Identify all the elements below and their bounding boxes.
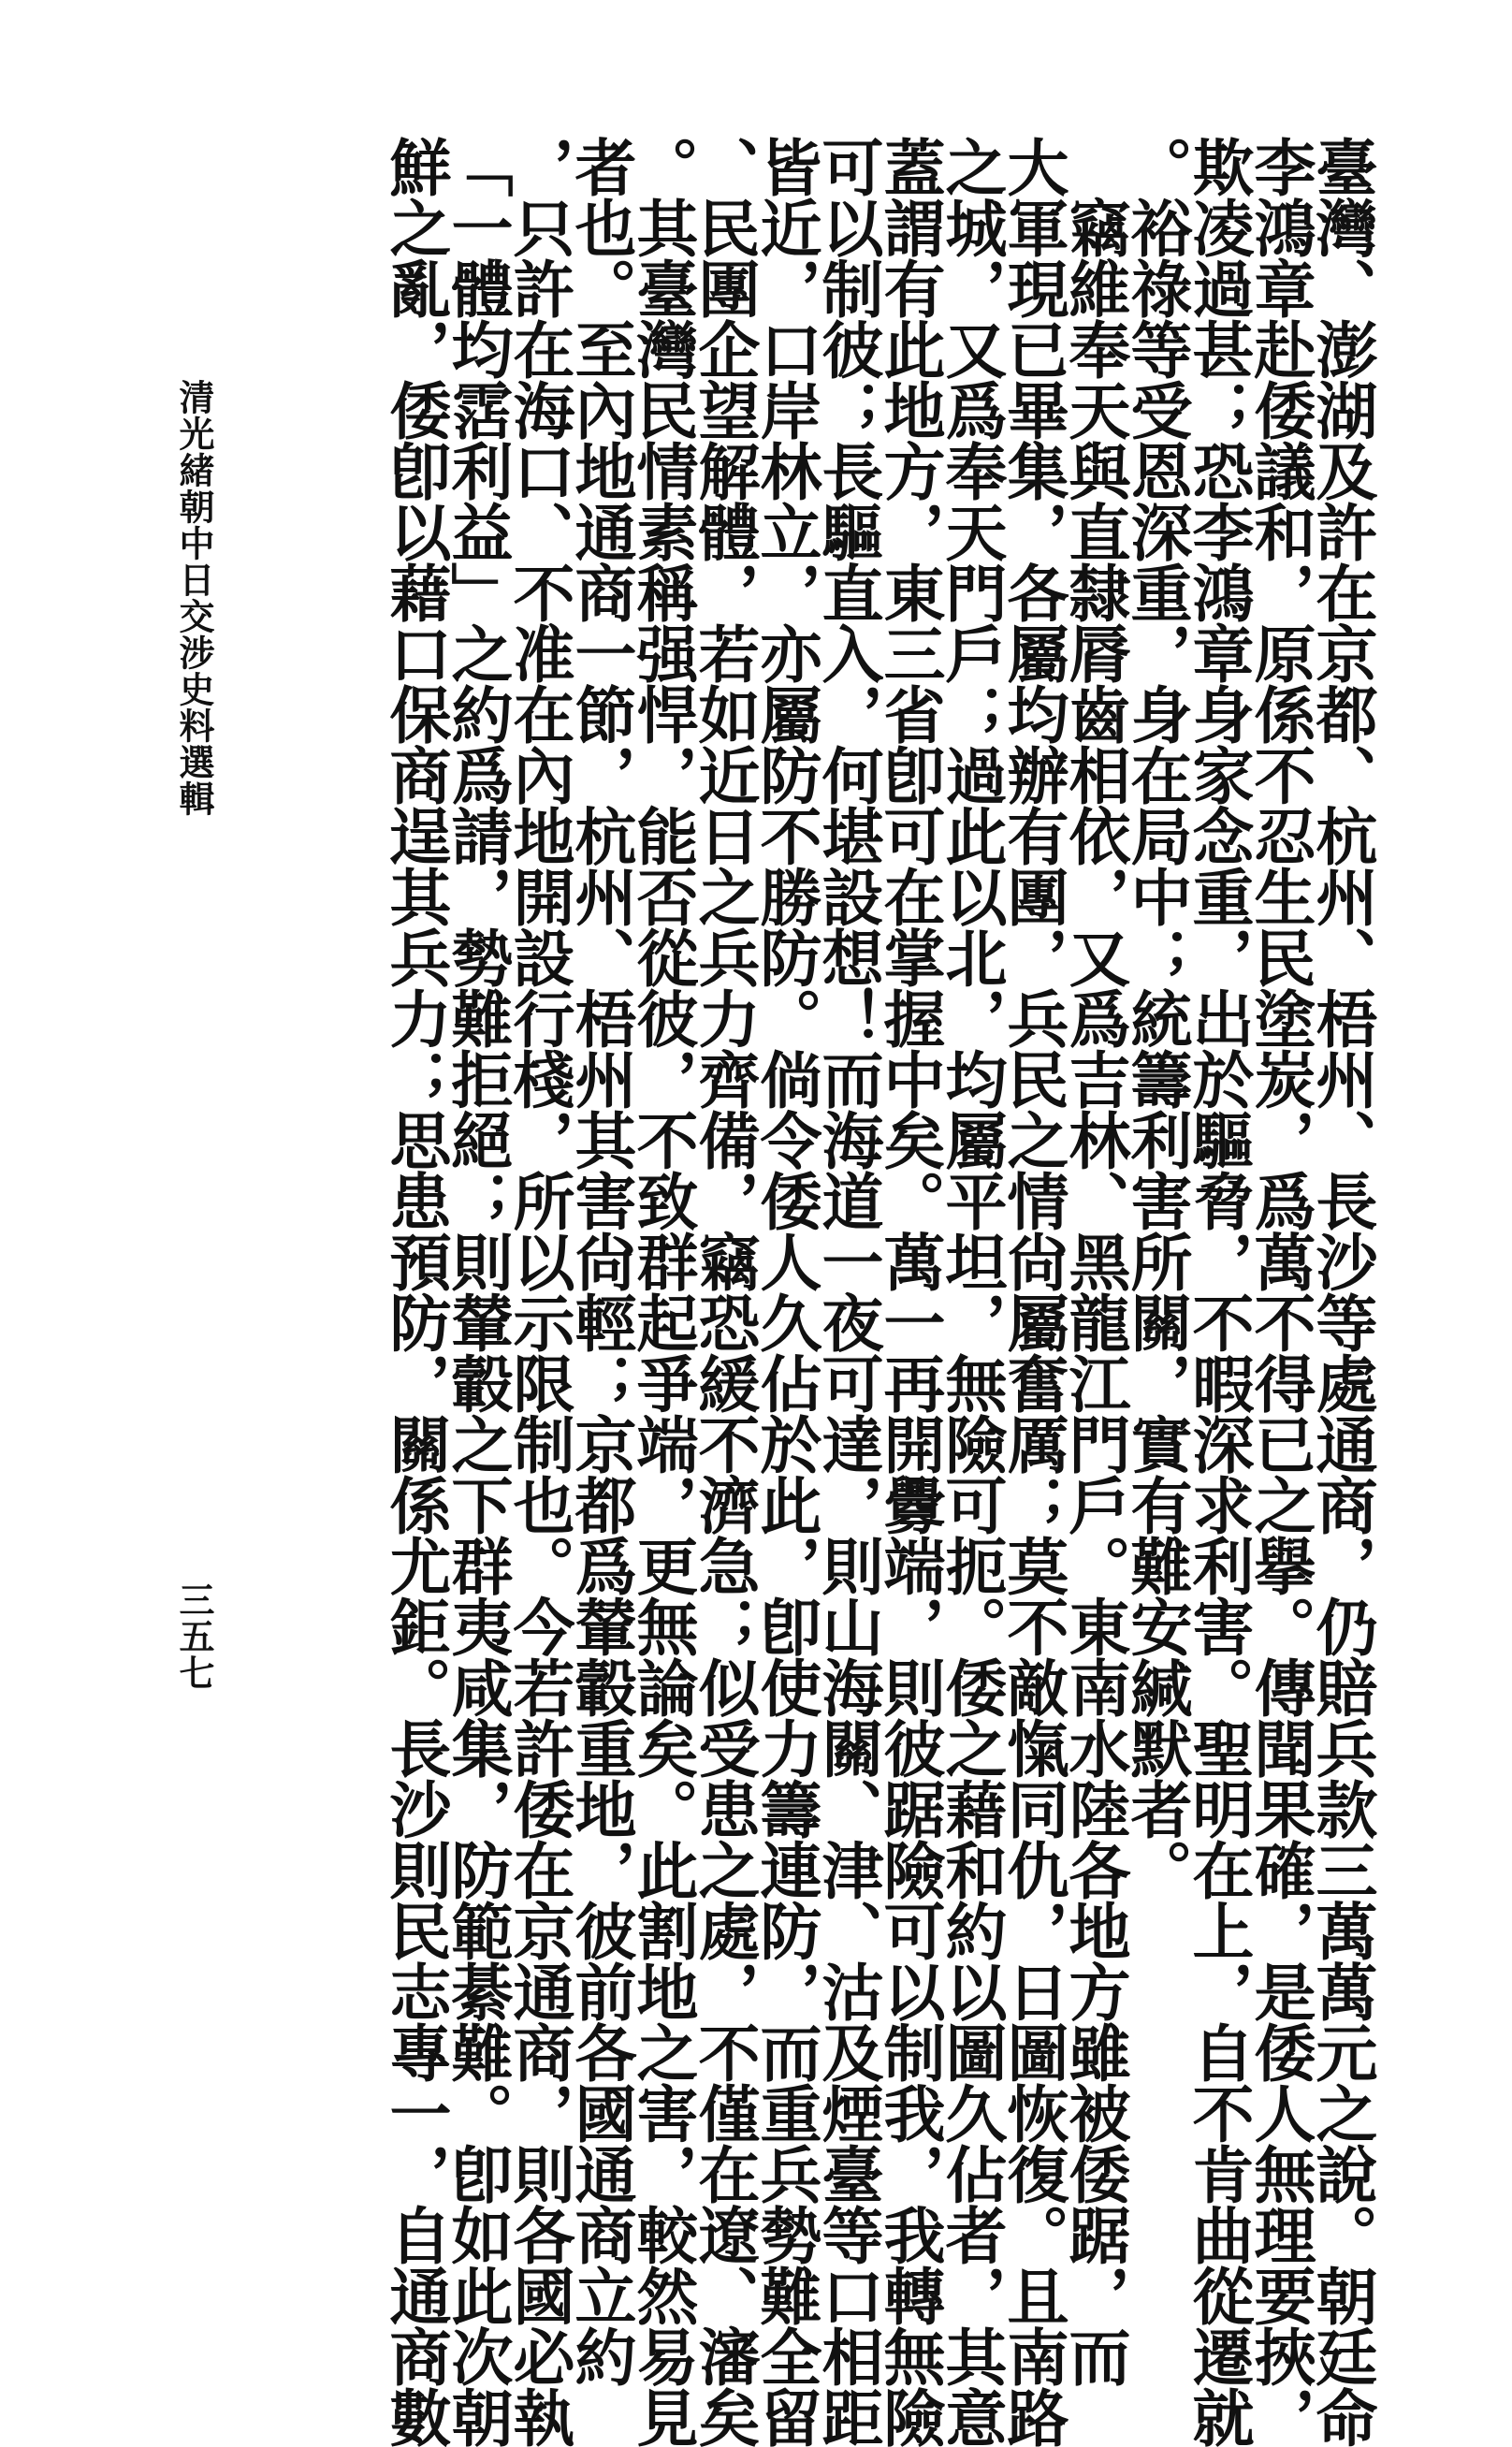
page-number: 三五七 (173, 1581, 215, 1691)
text-column-12: 。其臺灣民情素稱强悍，能否從彼，不致群起爭端，更無論矣。此割地之害，較然易見 (626, 136, 699, 2447)
text-column-2: 李鴻章赴倭議和，原係不忍生民塗炭，爲萬不得已之擧。傳聞果確，是倭人無理要挾， (1243, 136, 1316, 2447)
text-column-4: 。裕祿等受恩深重，身在局中；統籌利害所關，實有難安緘默者。 (1120, 136, 1193, 1900)
text-column-13: 者也。至內地通商一節，杭州、梧州其害尙輕；京都爲輦轂重地，彼前各國通商立約 (564, 136, 637, 2386)
text-column-11: 、民團企望解體，若如近日之兵力齊備，竊恐緩不濟急；似受患之處，不僅在遼、瀋矣 (688, 136, 761, 2447)
text-column-1: 臺灣、澎湖及許在京都、杭州、梧州、長沙等處通商，仍賠兵款三萬萬元之說。朝廷命 (1305, 136, 1378, 2447)
text-column-8: 蓋謂有此地方，東三省卽可在掌握中矣。萬一再開釁端，則彼踞險可以制我，我轉無險 (873, 136, 946, 2447)
book-title: 清光緒朝中日交涉史料選輯 (173, 379, 215, 817)
text-column-16: 鮮之亂，倭卽以藉口保商逞其兵力；思患預防，關係尤鉅。長沙則民志專一，自通商數 (379, 136, 452, 2447)
text-column-5: 竊維奉天與直隸脣齒相依，又爲吉林、黑龍江門戶。東南水陸各地方雖被倭踞，而 (1058, 136, 1131, 2386)
text-column-9: 可以制彼；長驅直入，何堪設想！而海道一夜可達，則山海關、津、沽及煙臺等口相距 (811, 136, 884, 2447)
text-column-3: 欺凌過甚；恐李鴻章身家念重，出於驅脅，不暇深求利害。聖明在上，自不肯曲從遷就 (1182, 136, 1255, 2447)
text-column-7: 之城，又爲奉天門戶；過此以北，均屬平坦，無險可扼。倭之藉和約以圖久佔者，其意 (935, 136, 1008, 2447)
text-column-15: 「一體均霑利益」之約爲請，勢難拒絕；則輦轂之下群夷咸集，防範綦難。卽如此次朝 (441, 136, 514, 2447)
text-column-6: 大軍現已畢集，各屬均辦有團，兵民之情尙屬奮厲；莫不敵愾同仇，日圖恢復。且南路 (996, 136, 1069, 2447)
text-column-14: ，只許在海口、不准在內地開設行棧，所以示限制也。今若許倭在京通商，則各國必執 (502, 136, 575, 2447)
text-column-10: 皆近，口岸林立，亦屬防不勝防。倘令倭人久佔於此，卽使力籌連防，而重兵勢難全留 (749, 136, 822, 2447)
